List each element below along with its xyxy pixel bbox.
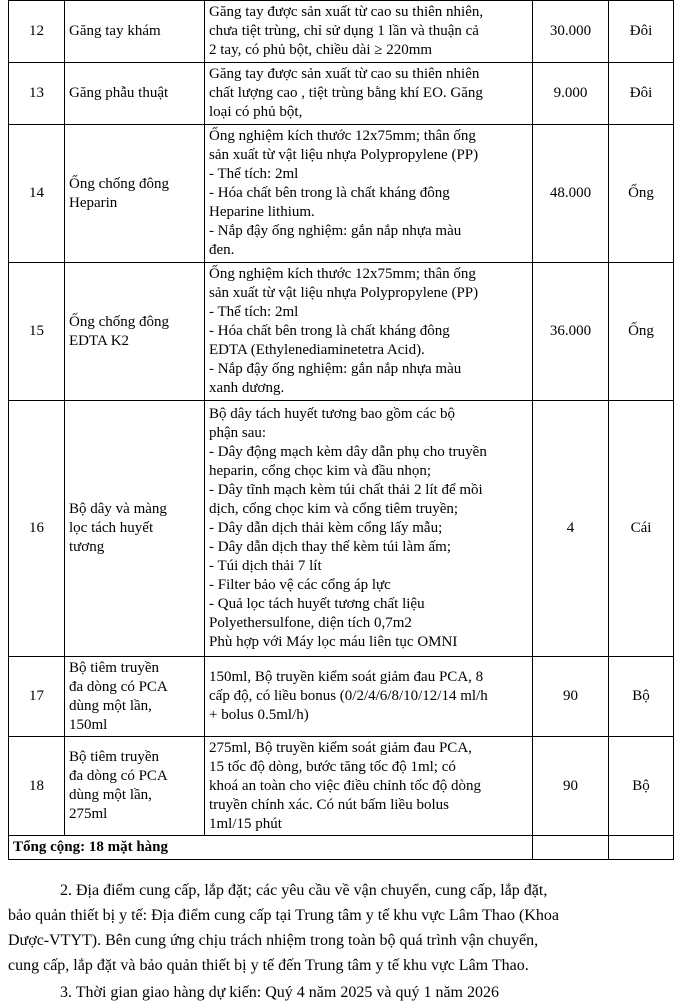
- item-name-line: dùng một lần,: [69, 787, 152, 803]
- description-line: chưa tiệt trùng, chỉ sử dụng 1 lần và thuận cả: [209, 23, 479, 39]
- cell-item-name: [65, 63, 205, 125]
- description-line: chất lượng cao , tiệt trùng bằng khí EO. Găng: [209, 85, 483, 101]
- description-line: 150ml, Bộ truyền kiểm soát giảm đau PCA, 8: [209, 669, 484, 685]
- description-line: heparin, cổng chọc kim và đầu nhọn;: [209, 463, 432, 479]
- cell-quantity: 48.000: [533, 125, 609, 263]
- description-line: + bolus 0.5ml/h): [209, 707, 309, 723]
- description-line: Găng tay được sản xuất từ cao su thiên nhiên,: [209, 4, 484, 20]
- paragraph-line: Dược-VTYT). Bên cung ứng chịu trách nhiệm trong toàn bộ quá trình vận chuyển,: [8, 932, 539, 949]
- description-line: phận sau:: [209, 425, 267, 441]
- item-name-line: Ống chống đông: [69, 175, 169, 192]
- description-line: Ống nghiệm kích thước 12x75mm; thân ống: [209, 128, 476, 144]
- cell-stt: 13: [9, 63, 65, 125]
- item-name-line: 275ml: [69, 806, 108, 822]
- cell-stt: 16: [9, 401, 65, 657]
- paragraph-line: bảo quản thiết bị y tế: Địa điểm cung cấp tại Trung tâm y tế khu vực Lâm Thao (Khoa: [8, 907, 559, 924]
- description-line: - Nắp đậy ống nghiệm: gắn nắp nhựa màu: [209, 361, 462, 377]
- paragraph-line: cung cấp, lắp đặt và bảo quản thiết bị y tế đến Trung tâm y tế khu vực Lâm Thao.: [8, 957, 529, 974]
- description-line: xanh dương.: [209, 380, 285, 396]
- cell-unit: Bộ: [609, 657, 674, 737]
- cell-stt: 12: [9, 1, 65, 63]
- item-name-line: Ống chống đông: [69, 313, 169, 330]
- item-name-line: đa dòng có PCA: [69, 678, 168, 695]
- item-name-line: Bộ tiêm truyền: [69, 659, 159, 676]
- cell-item-name: [65, 263, 205, 401]
- item-name-line: Heparin: [69, 194, 118, 211]
- cell-item-name: [65, 401, 205, 657]
- description-line: sản xuất từ vật liệu nhựa Polypropylene (PP): [209, 147, 479, 163]
- description-line: sản xuất từ vật liệu nhựa Polypropylene (PP): [209, 285, 479, 301]
- item-name-line: đa dòng có PCA: [69, 768, 168, 784]
- paragraph-line: 3. Thời gian giao hàng dự kiến: Quý 4 năm 2025 và quý 1 năm 2026: [60, 984, 499, 1001]
- description-line: Heparine lithium.: [209, 204, 315, 220]
- description-line: - Hóa chất bên trong là chất kháng đông: [209, 185, 450, 201]
- item-name-line: Găng phẫu thuật: [69, 85, 169, 101]
- description-line: - Filter bảo vệ các cổng áp lực: [209, 577, 391, 593]
- description-line: Phù hợp với Máy lọc máu liên tục OMNI: [209, 634, 458, 650]
- cell-stt: 14: [9, 125, 65, 263]
- description-line: 15 tốc độ dòng, bước tăng tốc độ 1ml; có: [209, 758, 456, 775]
- description-line: Polyethersulfone, diện tích 0,7m2: [209, 615, 412, 631]
- cell-quantity: 90: [533, 737, 609, 836]
- cell-description: [205, 737, 533, 836]
- paragraph-delivery-location: [8, 878, 668, 978]
- description-line: dịch, cổng chọc kim và cổng tiêm truyền;: [209, 501, 459, 517]
- item-name-line: Bộ tiêm truyền: [69, 749, 159, 765]
- table-row: [9, 737, 674, 836]
- description-line: - Túi dịch thải 7 lít: [209, 558, 322, 574]
- item-name-line: lọc tách huyết: [69, 520, 154, 536]
- cell-stt: 15: [9, 263, 65, 401]
- table-row: [9, 657, 674, 737]
- cell-item-name: [65, 1, 205, 63]
- description-line: - Thể tích: 2ml: [209, 304, 299, 320]
- cell-unit: Bộ: [609, 737, 674, 836]
- description-line: - Dây động mạch kèm dây dẫn phụ cho truyền: [209, 444, 487, 460]
- total-quantity-empty: [533, 836, 609, 860]
- cell-item-name: [65, 657, 205, 737]
- cell-description: [205, 657, 533, 737]
- description-line: - Dây dẫn dịch thay thế kèm túi làm ấm;: [209, 539, 452, 555]
- description-line: - Hóa chất bên trong là chất kháng đông: [209, 323, 450, 339]
- paragraph-line: 2. Địa điểm cung cấp, lắp đặt; các yêu cầu về vận chuyển, cung cấp, lắp đặt,: [60, 882, 548, 899]
- cell-unit: Cái: [609, 401, 674, 657]
- description-line: - Nắp đậy ống nghiệm: gắn nắp nhựa màu: [209, 223, 462, 239]
- description-line: - Dây tĩnh mạch kèm túi chất thải 2 lít để mồi: [209, 482, 483, 498]
- cell-description: [205, 1, 533, 63]
- cell-item-name: [65, 737, 205, 836]
- cell-stt: 17: [9, 657, 65, 737]
- cell-quantity: 36.000: [533, 263, 609, 401]
- description-line: Ống nghiệm kích thước 12x75mm; thân ống: [209, 266, 476, 282]
- item-name-line: EDTA K2: [69, 332, 130, 349]
- cell-description: [205, 263, 533, 401]
- equipment-table-body: [9, 1, 674, 860]
- description-line: Bộ dây tách huyết tương bao gồm các bộ: [209, 406, 455, 422]
- description-line: cấp độ, có liều bonus (0/2/4/6/8/10/12/14 ml/h: [209, 688, 488, 704]
- cell-quantity: 30.000: [533, 1, 609, 63]
- cell-item-name: [65, 125, 205, 263]
- cell-description: [205, 401, 533, 657]
- paragraph-delivery-time: [8, 980, 668, 1005]
- description-line: Găng tay được sản xuất từ cao su thiên nhiên: [209, 66, 480, 82]
- equipment-table: [8, 0, 674, 860]
- cell-quantity: 90: [533, 657, 609, 737]
- table-row: [9, 63, 674, 125]
- table-row: [9, 263, 674, 401]
- cell-unit: Ống: [609, 125, 674, 263]
- table-total-row: [9, 836, 674, 860]
- cell-description: [205, 63, 533, 125]
- total-label: Tổng cộng: 18 mặt hàng: [9, 836, 533, 860]
- description-line: - Quả lọc tách huyết tương chất liệu: [209, 596, 425, 612]
- cell-unit: Đôi: [609, 63, 674, 125]
- total-unit-empty: [609, 836, 674, 860]
- item-name-line: Găng tay khám: [69, 23, 161, 39]
- table-row: [9, 401, 674, 657]
- description-line: EDTA (Ethylenediaminetetra Acid).: [209, 342, 425, 358]
- cell-description: [205, 125, 533, 263]
- description-line: - Thể tích: 2ml: [209, 166, 299, 182]
- item-name-line: 150ml: [69, 716, 108, 733]
- description-line: 275ml, Bộ truyền kiểm soát giảm đau PCA,: [209, 739, 472, 756]
- item-name-line: dùng một lần,: [69, 697, 152, 714]
- item-name-line: Bộ dây và màng: [69, 501, 167, 517]
- description-line: loại có phủ bột,: [209, 104, 303, 120]
- cell-stt: 18: [9, 737, 65, 836]
- table-row: [9, 1, 674, 63]
- table-row: [9, 125, 674, 263]
- description-line: đen.: [209, 242, 235, 258]
- cell-quantity: 4: [533, 401, 609, 657]
- description-line: truyền chính xác. Có nút bấm liều bolus: [209, 796, 449, 813]
- description-line: khoá an toàn cho việc điều chỉnh tốc độ dòng: [209, 777, 482, 794]
- description-line: 2 tay, có phủ bột, chiều dài ≥ 220mm: [209, 42, 433, 58]
- cell-unit: Đôi: [609, 1, 674, 63]
- description-line: - Dây dẫn dịch thải kèm cổng lấy mẫu;: [209, 520, 443, 536]
- cell-unit: Ống: [609, 263, 674, 401]
- item-name-line: tương: [69, 539, 105, 555]
- cell-quantity: 9.000: [533, 63, 609, 125]
- description-line: 1ml/15 phút: [209, 815, 282, 832]
